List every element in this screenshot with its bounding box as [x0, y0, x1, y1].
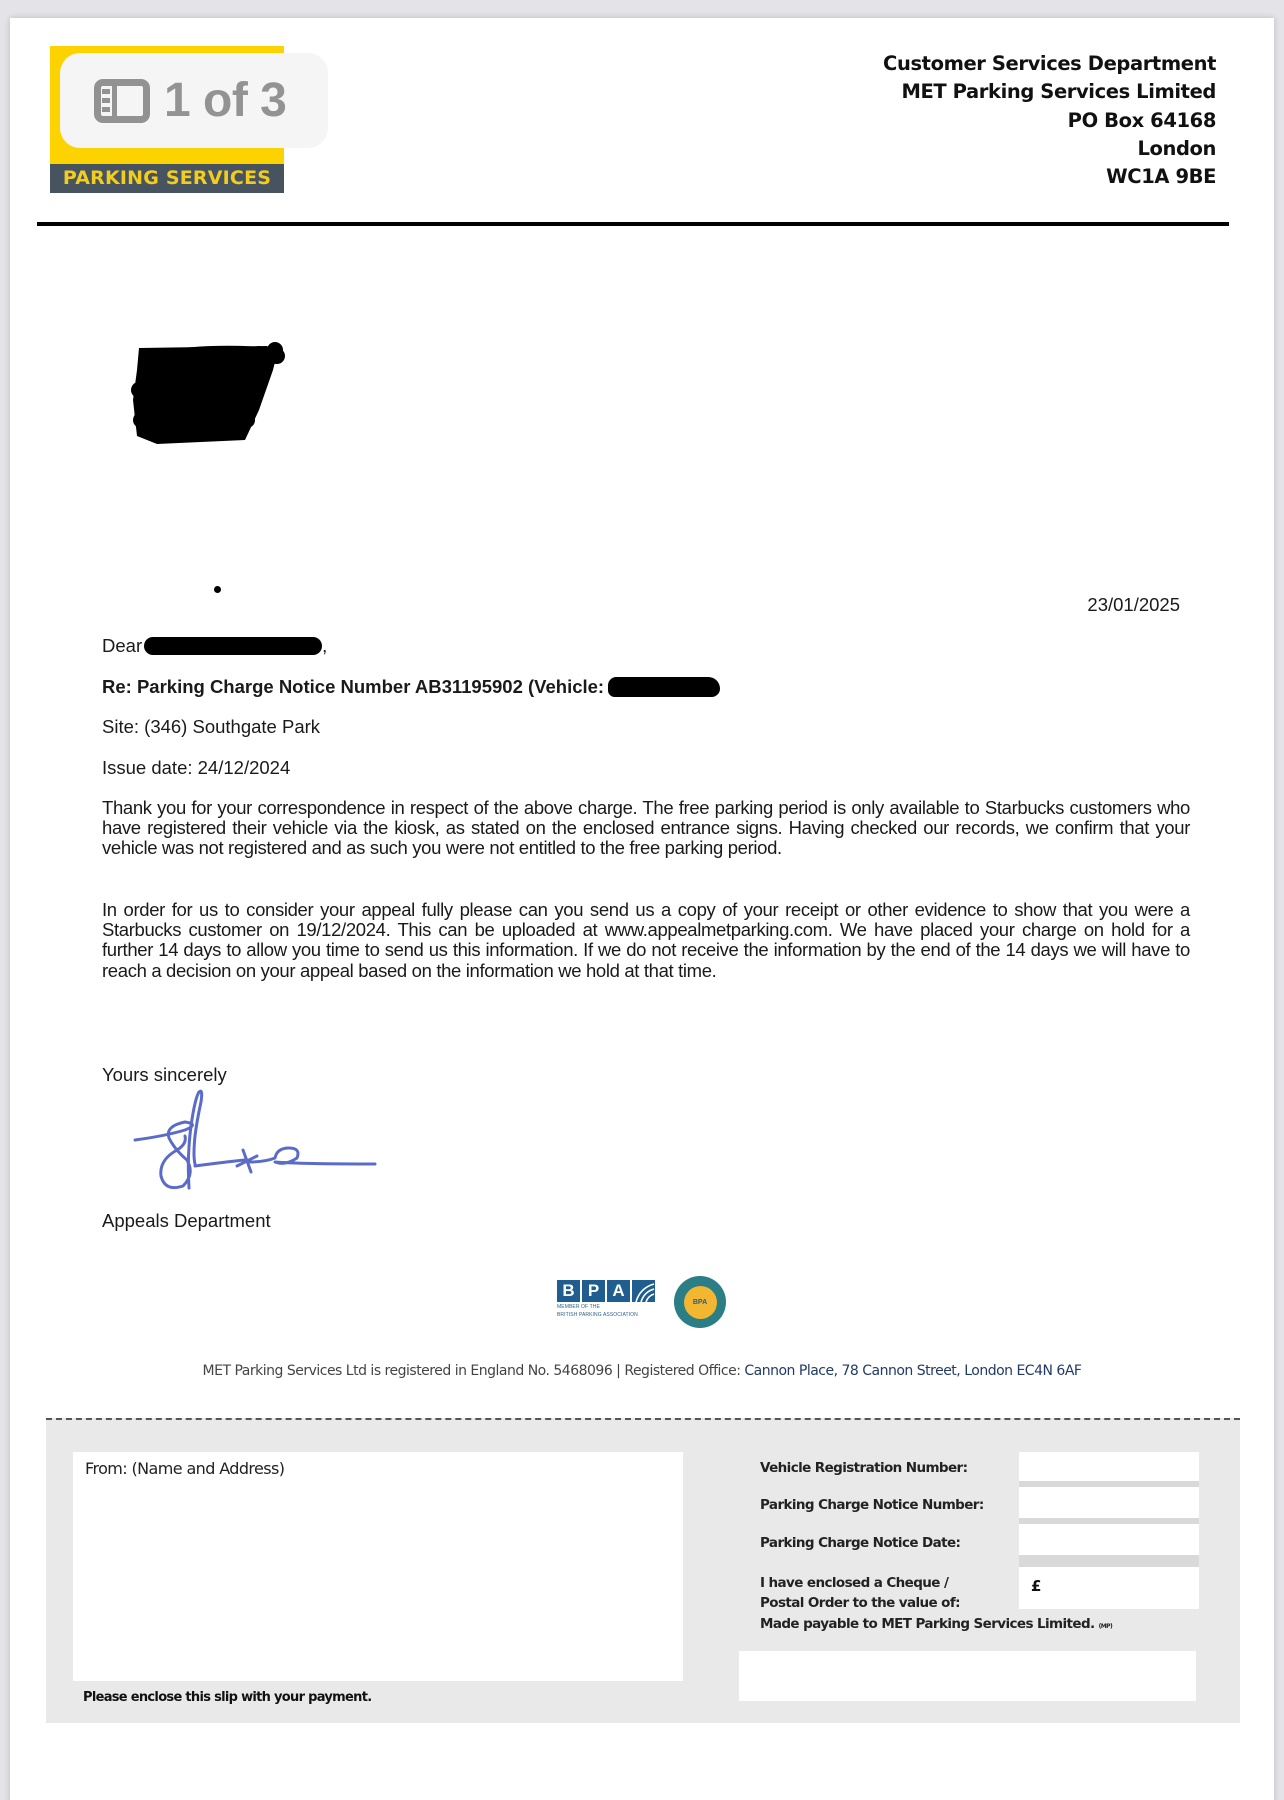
from-address-box[interactable] — [73, 1452, 683, 1681]
address-line: PO Box 64168 — [1067, 108, 1216, 132]
bpa-letter: A — [607, 1280, 630, 1302]
pcn-number-field[interactable] — [1019, 1487, 1199, 1518]
bpa-swoosh-icon — [632, 1280, 655, 1302]
signature — [125, 1086, 385, 1206]
field-separator — [1019, 1555, 1199, 1567]
stray-mark — [214, 586, 221, 593]
cheque-label-line: Postal Order to the value of: — [760, 1595, 960, 1611]
issue-date-line: Issue date: 24/12/2024 — [102, 757, 291, 778]
pcn-number-label: Parking Charge Notice Number: — [760, 1497, 984, 1513]
sidebar-thumbnails-icon — [94, 79, 150, 123]
payable-code: (MP) — [1098, 1623, 1113, 1630]
company-registration — [10, 1363, 1274, 1379]
slip-notes-box[interactable] — [739, 1651, 1196, 1701]
address-line: WC1A 9BE — [1106, 165, 1216, 189]
from-address-label: From: (Name and Address) — [85, 1459, 285, 1478]
address-line: MET Parking Services Limited — [901, 80, 1216, 104]
payable-to: MET Parking Services Limited. — [881, 1616, 1095, 1632]
bpa-letter: P — [582, 1280, 605, 1302]
vehicle-registration-label: Vehicle Registration Number: — [760, 1460, 968, 1476]
vehicle-registration-field[interactable] — [1019, 1452, 1199, 1481]
closing: Yours sincerely — [102, 1064, 227, 1085]
redacted-recipient-name — [144, 637, 322, 655]
payable-to-line — [760, 1616, 1112, 1632]
registered-office: Cannon Place, 78 Cannon Street, London EC4N 6AF — [744, 1363, 1082, 1379]
reference-text: Re: Parking Charge Notice Number AB31195902 (Vehicle: — [102, 676, 605, 697]
letter-date: 23/01/2025 — [1087, 594, 1180, 615]
approved-operator-label: BPA — [684, 1286, 717, 1319]
payable-prefix: Made payable to — [760, 1616, 882, 1632]
cheque-label — [760, 1573, 960, 1613]
page-indicator-badge[interactable] — [60, 53, 328, 148]
redacted-recipient-address — [127, 340, 287, 460]
header-divider — [37, 222, 1229, 226]
sender-address — [883, 50, 1216, 191]
address-line: Customer Services Department — [883, 52, 1216, 75]
site-line: Site: (346) Southgate Park — [102, 716, 321, 737]
cheque-amount-field[interactable] — [1019, 1567, 1199, 1609]
slip-note: Please enclose this slip with your payment. — [83, 1690, 372, 1705]
salutation-suffix: , — [322, 635, 328, 656]
letter-page — [10, 18, 1274, 1800]
reference-line — [102, 676, 720, 698]
salutation-prefix: Dear — [102, 635, 143, 656]
cheque-label-line: I have enclosed a Cheque / — [760, 1575, 949, 1591]
signatory-department: Appeals Department — [102, 1210, 271, 1231]
body-paragraph: In order for us to consider your appeal fully please can you send us a copy of your receipt or other evidence to show that you were a Starbucks customer on 19/12/2024. This can be uploaded at www.appealmetparking.com. We have placed your charge on hold for a further 14 days to allow you time to send us this information. If we do not receive the information by the end of the 14 days we will have to reach a decision on your appeal based on the information we hold at that time. — [102, 899, 1190, 981]
bpa-caption: MEMBER OF THE — [557, 1304, 600, 1310]
page-indicator-text: 1 of 3 — [164, 74, 287, 127]
body-paragraph: Thank you for your correspondence in respect of the above charge. The free parking period is only available to Starbucks customers who have registered their vehicle via the kiosk, as stated on the enclosed entrance signs. Having checked our records, we confirm that your vehicle was not registered and as such you were not entitled to the free parking period. — [102, 797, 1190, 859]
approved-operator-badge — [674, 1276, 726, 1328]
bpa-member-logo — [557, 1280, 655, 1318]
salutation — [102, 635, 327, 657]
currency-symbol: £ — [1031, 1577, 1042, 1595]
registration-text: MET Parking Services Ltd is registered in England No. 5468096 | Registered Office: — [202, 1363, 745, 1379]
payment-slip — [46, 1418, 1240, 1723]
bpa-letter: B — [557, 1280, 580, 1302]
address-line: London — [1137, 136, 1216, 160]
redacted-vehicle-registration — [608, 677, 720, 697]
bpa-caption: BRITISH PARKING ASSOCIATION — [557, 1312, 638, 1318]
pcn-date-label: Parking Charge Notice Date: — [760, 1535, 961, 1551]
logo-text: PARKING SERVICES — [50, 164, 284, 193]
pcn-date-field[interactable] — [1019, 1524, 1199, 1555]
